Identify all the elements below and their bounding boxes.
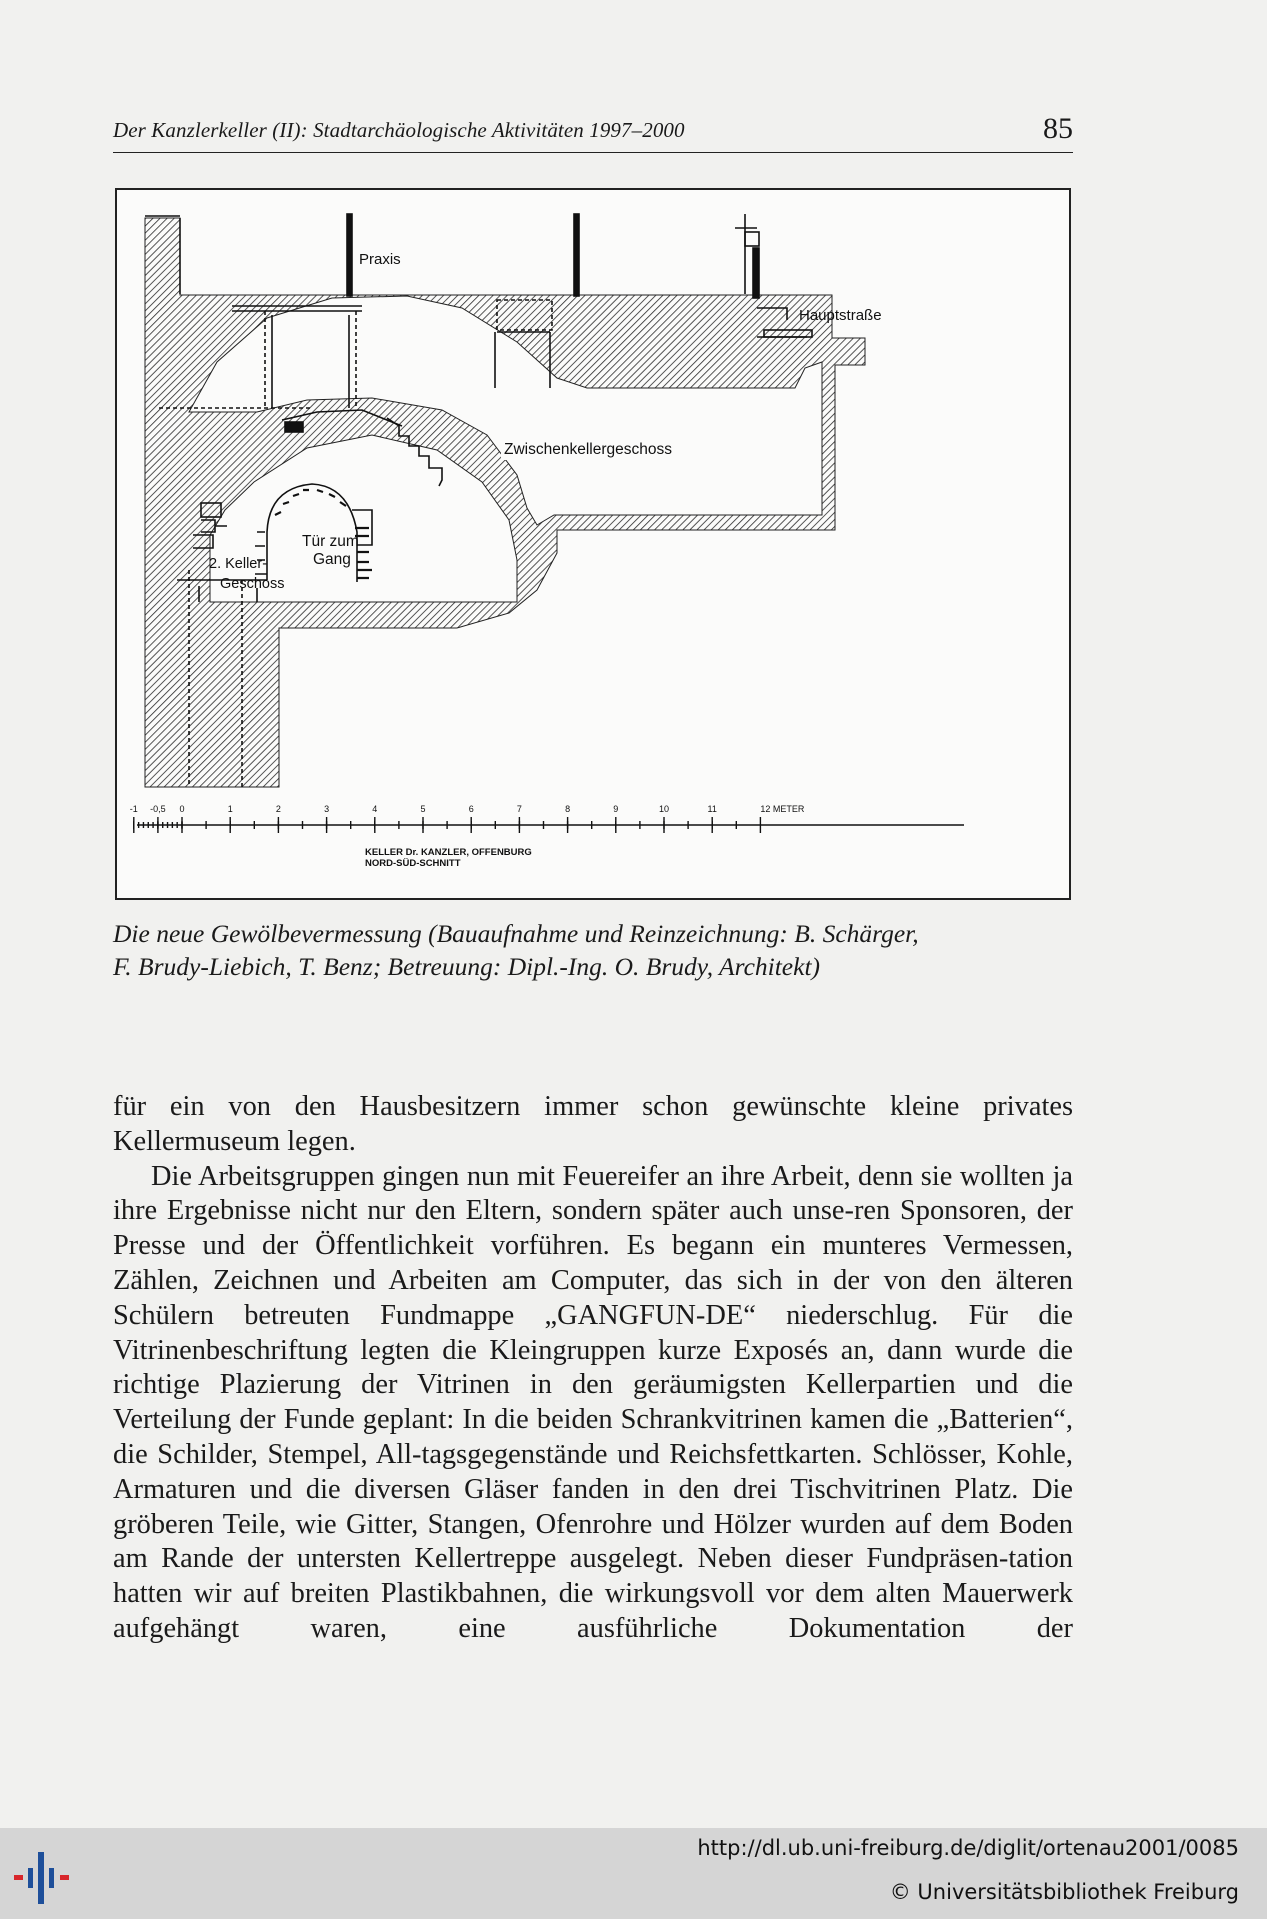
scale-tick-label: 4: [372, 804, 378, 814]
label-tuer-line1: Tür zum: [302, 533, 359, 550]
paragraph-2: Die Arbeitsgruppen gingen nun mit Feuereifer an ihre Arbeit, denn sie wollten ja ihre Ergebnisse nicht nur den Eltern, sondern später auch unse-ren Sponsoren, der Presse und der Öffentlichkeit vorführen. Es begann ein munteres Vermessen, Zählen, Zeichnen und Arbeiten am Computer, das sich in der von den älteren Schülern betreuten Fundmappe „GANGFUN-DE“ niederschlug. Für die Vitrinenbeschriftung legten die Kleingruppen kurze Exposés an, dann wurde die richtige Plazierung der Vitrinen in den geräumigsten Kellerpartien und die Verteilung der Funde geplant: In die beiden Schrankvitrinen kamen die „Batterien“, die Schilder, Stempel, All-tagsgegenstände und Reichsfettkarten. Schlösser, Kohle, Armaturen und die diversen Gläser fanden in den drei Tischvitrinen Platz. Die gröberen Teile, wie Gitter, Stangen, Ofenrohre und Hölzer wurden auf dem Boden am Rande der untersten Kellertreppe ausgelegt. Neben dieser Fundpräsen-tation hatten wir auf breiten Plastikbahnen, die wirkungsvoll vor dem alten Mauerwerk aufgehängt waren, eine ausführliche Dokumentation der: [113, 1160, 1073, 1644]
caption-line-1: Die neue Gewölbevermessung (Bauaufnahme und Reinzeichnung: B. Schärger,: [113, 919, 919, 948]
scale-tick-label: 2: [275, 804, 281, 814]
scale-tick-label: 1: [227, 804, 233, 814]
page-number: 85: [1043, 112, 1073, 145]
scale-tick-label: 5: [420, 804, 426, 814]
scale-tick-label: 7: [516, 804, 522, 814]
scale-tick-label: 6: [468, 804, 474, 814]
scale-tick-label: 9: [613, 804, 619, 814]
label-keller-line1: 2. Keller-: [209, 556, 268, 572]
label-keller-line2: Geschoss: [220, 576, 285, 592]
drawing-credit-line1: KELLER Dr. KANZLER, OFFENBURG: [365, 847, 532, 858]
paragraph-1: für ein von den Hausbesitzern immer schon gewünschte kleine privates Kellermuseum legen.: [113, 1091, 1073, 1157]
scale-tick-label: 3: [324, 804, 330, 814]
label-hauptstrasse: Hauptstraße: [799, 307, 882, 324]
scale-bar: [130, 804, 964, 833]
drawing-credit-line2: NORD-SÜD-SCHNITT: [365, 858, 461, 869]
scale-tick-label: 0: [179, 804, 185, 814]
figure-frame: [115, 188, 1071, 900]
label-zwischenkellergeschoss: Zwischenkellergeschoss: [504, 441, 672, 458]
scale-tick-label: -0,5: [150, 804, 166, 814]
scale-tick-label: 8: [565, 804, 571, 814]
scale-tick-label: -1: [129, 804, 138, 814]
label-praxis: Praxis: [359, 251, 401, 268]
scale-tick-label: 12 METER: [760, 804, 805, 814]
running-head: [113, 112, 1073, 153]
cellar-section-drawing: [117, 190, 1069, 898]
footer-permalink[interactable]: http://dl.ub.uni-freiburg.de/diglit/ortenau2001/0085: [697, 1836, 1239, 1860]
running-title: Der Kanzlerkeller (II): Stadtarchäologische Aktivitäten 1997–2000: [113, 118, 685, 142]
footer-copyright: © Universitätsbibliothek Freiburg: [889, 1880, 1239, 1904]
caption-line-2: F. Brudy-Liebich, T. Benz; Betreuung: Dipl.-Ing. O. Brudy, Architekt): [113, 952, 821, 981]
masonry-hatch: [145, 218, 865, 787]
scale-tick-label: 10: [658, 804, 670, 814]
ub-freiburg-logo-icon: [14, 1848, 84, 1908]
figure-caption: [113, 917, 1073, 983]
footer-bar: [0, 1828, 1267, 1919]
label-tuer-line2: Gang: [313, 551, 351, 568]
scale-tick-label: 11: [707, 804, 717, 814]
body-text: [113, 1090, 1073, 1647]
